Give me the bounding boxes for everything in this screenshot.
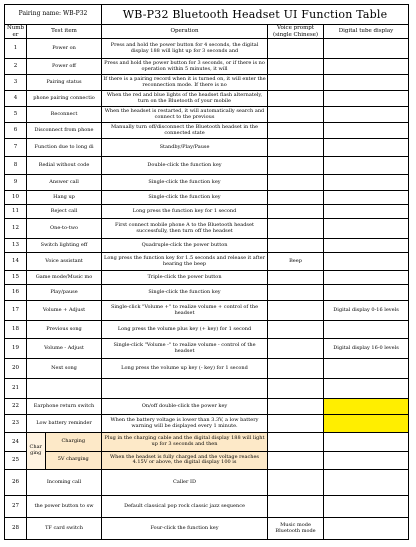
test-item: phone pairing connectio <box>27 91 102 107</box>
row-number: 15 <box>5 271 27 285</box>
function-table <box>4 4 409 540</box>
row-number: 2 <box>5 59 27 75</box>
test-item: Game mode/Music mo <box>27 271 102 285</box>
test-item: Switch lighting eff <box>27 239 102 253</box>
voice-prompt <box>268 39 324 59</box>
row-number: 9 <box>5 175 27 191</box>
operation: Standby/Play/Pause <box>102 139 268 157</box>
digital-display <box>324 271 409 285</box>
operation <box>102 379 268 399</box>
charging-sub-label: Charging <box>45 433 101 451</box>
voice-prompt <box>268 271 324 285</box>
charging-group-cell <box>27 433 102 470</box>
test-item: TF card switch <box>27 518 102 540</box>
test-item: Low battery reminder <box>27 415 102 433</box>
table-row <box>5 175 409 191</box>
charging-group-label: Charging <box>27 433 45 469</box>
operation: When the headset is restarted, it will automatically search and connect to the previous <box>102 107 268 123</box>
charging-sub-label: 5V charging <box>45 451 101 469</box>
digital-display <box>324 219 409 239</box>
table-row <box>5 91 409 107</box>
test-item: Power off <box>27 59 102 75</box>
table-row <box>5 75 409 91</box>
voice-prompt <box>268 451 324 470</box>
voice-prompt <box>268 191 324 205</box>
operation: Double-click the function key <box>102 157 268 175</box>
digital-display <box>324 415 409 433</box>
digital-display <box>324 451 409 470</box>
row-number: 14 <box>5 253 27 271</box>
voice-prompt <box>268 175 324 191</box>
row-number: 12 <box>5 219 27 239</box>
table-row <box>5 399 409 415</box>
voice-prompt <box>268 205 324 219</box>
voice-prompt <box>268 301 324 321</box>
operation: Single-click the function key <box>102 175 268 191</box>
column-header-row <box>5 25 409 39</box>
test-item: Answer call <box>27 175 102 191</box>
operation: Press and hold the power button for 4 seconds, the digital display 188 will light up for 3 seconds and <box>102 39 268 59</box>
table-row <box>5 139 409 157</box>
test-item: Next song <box>27 359 102 379</box>
operation: Long press the function key for 1.5 seconds and release it after hearing the beep <box>102 253 268 271</box>
row-number: 26 <box>5 470 27 496</box>
test-item: Previous song <box>27 321 102 339</box>
table-row <box>5 123 409 139</box>
table-row <box>5 107 409 123</box>
row-number: 13 <box>5 239 27 253</box>
digital-display <box>324 139 409 157</box>
test-item: Volume + Adjust <box>27 301 102 321</box>
row-number: 22 <box>5 399 27 415</box>
voice-prompt <box>268 219 324 239</box>
voice-prompt <box>268 339 324 359</box>
row-number: 28 <box>5 518 27 540</box>
row-number: 6 <box>5 123 27 139</box>
operation: Single-click the function key <box>102 285 268 301</box>
voice-prompt <box>268 59 324 75</box>
digital-display <box>324 75 409 91</box>
table-row <box>5 219 409 239</box>
table-row-charging <box>5 433 409 452</box>
test-item: Incoming call <box>27 470 102 496</box>
operation: Four-click the function key <box>102 518 268 540</box>
test-item: Function due to long di <box>27 139 102 157</box>
voice-prompt <box>268 91 324 107</box>
row-number: 8 <box>5 157 27 175</box>
digital-display <box>324 379 409 399</box>
voice-prompt <box>268 157 324 175</box>
row-number: 19 <box>5 339 27 359</box>
test-item: One-to-two <box>27 219 102 239</box>
voice-prompt: Music mode Bluetooth mode <box>268 518 324 540</box>
voice-prompt <box>268 285 324 301</box>
voice-prompt <box>268 415 324 433</box>
table-row <box>5 39 409 59</box>
digital-display <box>324 91 409 107</box>
operation: Single-click the function key <box>102 191 268 205</box>
voice-prompt <box>268 379 324 399</box>
test-item: the power button to sw <box>27 496 102 518</box>
voice-prompt <box>268 123 324 139</box>
table-row <box>5 157 409 175</box>
digital-display <box>324 39 409 59</box>
row-number: 7 <box>5 139 27 157</box>
digital-display <box>324 239 409 253</box>
row-number: 21 <box>5 379 27 399</box>
digital-display <box>324 253 409 271</box>
digital-display <box>324 191 409 205</box>
row-number: 27 <box>5 496 27 518</box>
operation: When the red and blue lights of the headset flash alternately, turn on the Bluetooth of your mobile <box>102 91 268 107</box>
row-number: 23 <box>5 415 27 433</box>
row-number: 24 <box>5 433 27 452</box>
table-row <box>5 339 409 359</box>
operation: Single-click "Volume +" to realize volume + control of the headset <box>102 301 268 321</box>
test-item: Power on <box>27 39 102 59</box>
test-item: Play/pause <box>27 285 102 301</box>
test-item: Voice assistant <box>27 253 102 271</box>
voice-prompt <box>268 107 324 123</box>
operation: Long press the volume up key (- key) for 1 second <box>102 359 268 379</box>
table-row <box>5 415 409 433</box>
table-row <box>5 359 409 379</box>
column-header-voice-prompt: Voice prompt (single Chinese) <box>268 25 324 39</box>
digital-display <box>324 157 409 175</box>
voice-prompt <box>268 321 324 339</box>
digital-display <box>324 175 409 191</box>
voice-prompt <box>268 139 324 157</box>
voice-prompt <box>268 75 324 91</box>
test-item <box>27 379 102 399</box>
operation: First connect mobile phone A to the Bluetooth headset successfully, then turn off the headset <box>102 219 268 239</box>
test-item: Pairing status <box>27 75 102 91</box>
pairing-name: Pairing name: WB-P32 <box>5 5 102 25</box>
operation: Press and hold the power button for 3 seconds, or if there is no operation within 5 minutes, it will <box>102 59 268 75</box>
table-row <box>5 496 409 518</box>
charging-subtable <box>27 433 101 469</box>
digital-display <box>324 433 409 452</box>
digital-display <box>324 518 409 540</box>
operation: Single-click "Volume -" to realize volume - control of the headset <box>102 339 268 359</box>
test-item: Earphone return switch <box>27 399 102 415</box>
row-number: 17 <box>5 301 27 321</box>
operation: If there is a pairing record when it is turned on, it will enter the reconnection mode. If there is no <box>102 75 268 91</box>
test-item: Reconnect <box>27 107 102 123</box>
digital-display <box>324 59 409 75</box>
row-number: 1 <box>5 39 27 59</box>
test-item: Disconnect from phone <box>27 123 102 139</box>
voice-prompt <box>268 399 324 415</box>
table-row <box>5 191 409 205</box>
table-row <box>5 271 409 285</box>
table-row <box>5 379 409 399</box>
voice-prompt <box>268 239 324 253</box>
column-header-operation: Operation <box>102 25 268 39</box>
table-row <box>5 518 409 540</box>
voice-prompt <box>268 496 324 518</box>
table-row <box>5 321 409 339</box>
operation: On/off double-click the power key <box>102 399 268 415</box>
row-number: 25 <box>5 451 27 470</box>
row-number: 4 <box>5 91 27 107</box>
test-item: Redial without code <box>27 157 102 175</box>
digital-display <box>324 321 409 339</box>
digital-display <box>324 399 409 415</box>
test-item: Reject call <box>27 205 102 219</box>
row-number: 3 <box>5 75 27 91</box>
page-title: WB-P32 Bluetooth Headset UI Function Table <box>102 5 409 25</box>
digital-display: Digital display 0-16 levels <box>324 301 409 321</box>
voice-prompt: Beep <box>268 253 324 271</box>
voice-prompt <box>268 433 324 452</box>
table-row <box>5 59 409 75</box>
operation: Quadruple-click the power button <box>102 239 268 253</box>
digital-display <box>324 496 409 518</box>
digital-display <box>324 359 409 379</box>
title-row <box>5 5 409 25</box>
table-row <box>5 253 409 271</box>
column-header-test-item: Test item <box>27 25 102 39</box>
table-row <box>5 205 409 219</box>
operation: When the headset is fully charged and the voltage reaches 4.15V or above, the digital display 100 is <box>102 451 268 470</box>
digital-display <box>324 123 409 139</box>
operation: Triple-click the power button <box>102 271 268 285</box>
row-number: 5 <box>5 107 27 123</box>
column-header-number: Number <box>5 25 27 39</box>
digital-display <box>324 205 409 219</box>
voice-prompt <box>268 470 324 496</box>
test-item: Volume - Adjust <box>27 339 102 359</box>
digital-display <box>324 470 409 496</box>
table-row <box>5 301 409 321</box>
row-number: 11 <box>5 205 27 219</box>
operation: Caller ID <box>102 470 268 496</box>
table-row <box>5 285 409 301</box>
digital-display: Digital display 16-0 levels <box>324 339 409 359</box>
row-number: 18 <box>5 321 27 339</box>
column-header-digital-display: Digital tube display <box>324 25 409 39</box>
operation: Long press the function key for 1 second <box>102 205 268 219</box>
digital-display <box>324 107 409 123</box>
operation: Manually turn off/disconnect the Bluetooth headset in the connected state <box>102 123 268 139</box>
operation: Default classical pop rock classic jazz sequence <box>102 496 268 518</box>
operation: Plug in the charging cable and the digital display 188 will light up for 3 seconds and then <box>102 433 268 452</box>
table-row <box>5 239 409 253</box>
digital-display <box>324 285 409 301</box>
table-row <box>5 470 409 496</box>
row-number: 16 <box>5 285 27 301</box>
operation: When the battery voltage is lower than 3.3V, a low battery warning will be displayed every 1 minute. <box>102 415 268 433</box>
row-number: 10 <box>5 191 27 205</box>
test-item: Hang up <box>27 191 102 205</box>
voice-prompt <box>268 359 324 379</box>
row-number: 20 <box>5 359 27 379</box>
operation: Long press the volume plus key (+ key) for 1 second <box>102 321 268 339</box>
